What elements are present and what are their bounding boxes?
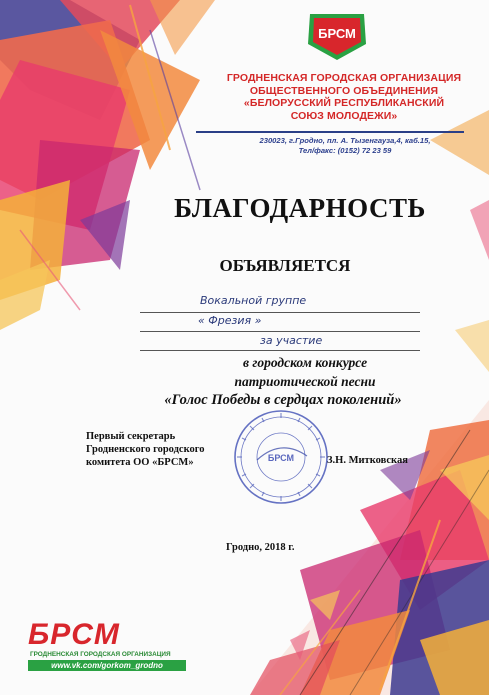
recipient-name: Вокальной группе bbox=[200, 294, 307, 307]
contest-line: патриотической песни bbox=[234, 374, 376, 389]
position-line: комитета ОО «БРСМ» bbox=[86, 457, 194, 468]
phone-line: Тел/факс: (0152) 72 23 59 bbox=[298, 145, 392, 155]
header-divider bbox=[196, 131, 464, 133]
position-line: Первый секретарь bbox=[86, 431, 176, 442]
stamp-text: БРСМ bbox=[267, 453, 295, 463]
contest-name: «Голос Победы в сердцах поколений» bbox=[164, 392, 402, 408]
website-link[interactable]: www.vk.com/gorkom_grodno bbox=[28, 660, 186, 671]
recipient-underline bbox=[140, 350, 420, 351]
brsm-logo-bottom: БРСМ bbox=[28, 618, 120, 651]
org-line: ОБЩЕСТВЕННОГО ОБЪЕДИНЕНИЯ bbox=[249, 84, 439, 97]
address-line: 230023, г.Гродно, пл. А. Тызенгауза,4, каб.15, bbox=[259, 136, 431, 145]
contest-line: в городском конкурсе bbox=[242, 355, 368, 370]
signer-name: З.Н. Митковская bbox=[327, 455, 408, 466]
official-stamp bbox=[232, 408, 330, 506]
organization-name bbox=[206, 72, 482, 122]
org-line: СОЮЗ МОЛОДЕЖИ» bbox=[290, 109, 398, 122]
logo-subtitle: ГРОДНЕНСКАЯ ГОРОДСКАЯ ОРГАНИЗАЦИЯ bbox=[30, 651, 171, 658]
participation-note: за участие bbox=[260, 334, 323, 347]
position-line: Гродненского городского bbox=[86, 444, 205, 455]
org-line: «БЕЛОРУССКИЙ РЕСПУБЛИКАНСКИЙ bbox=[243, 97, 445, 109]
recipient-underline bbox=[140, 312, 420, 313]
document-title: БЛАГОДАРНОСТЬ bbox=[174, 193, 426, 223]
place-date: Гродно, 2018 г. bbox=[226, 542, 295, 553]
logo-top-text: БРСМ bbox=[318, 26, 356, 41]
recipient-underline bbox=[140, 331, 420, 332]
org-line: ГРОДНЕНСКАЯ ГОРОДСКАЯ ОРГАНИЗАЦИЯ bbox=[226, 72, 462, 84]
signatory-position bbox=[86, 430, 236, 469]
address-block bbox=[220, 136, 470, 155]
announce-heading: ОБЪЯВЛЯЕТСЯ bbox=[219, 256, 351, 275]
recipient-group-name: « Фрезия » bbox=[198, 314, 262, 327]
brsm-logo-top bbox=[302, 10, 372, 64]
